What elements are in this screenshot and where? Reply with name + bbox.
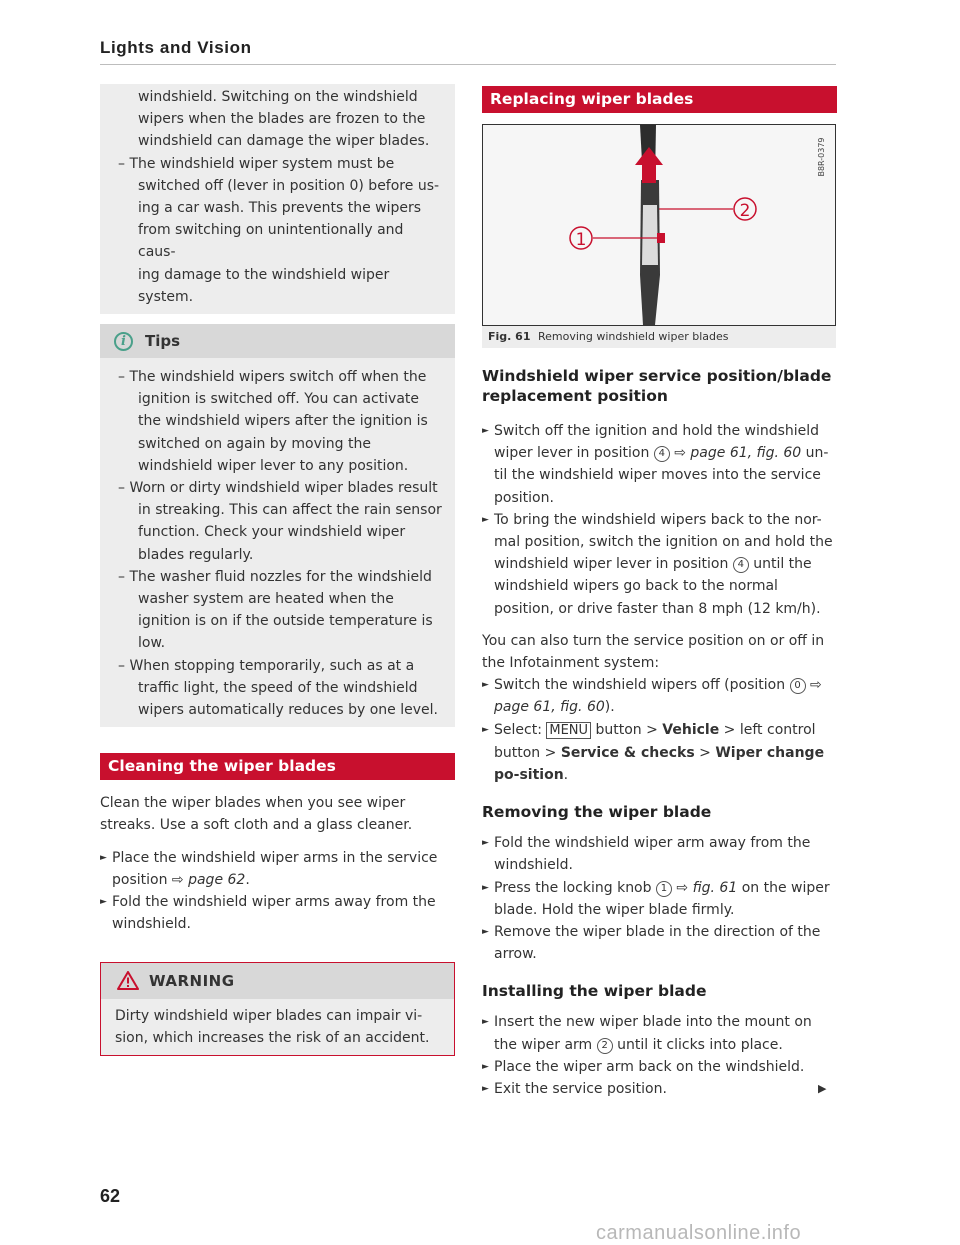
warning-line: – The windshield wiper system must be (118, 155, 395, 172)
figure-code: B8R-0379 (817, 137, 826, 177)
cleaning-step: ► Fold the windshield wiper arms away from the windshield. (100, 891, 455, 935)
service-step: ► Switch the windshield wipers off (position 0 ⇨ page 61, fig. 60). (482, 674, 838, 718)
figure-link[interactable]: ⇨ fig. 61 (676, 879, 738, 896)
service-step: ► To bring the windshield wipers back to the nor-mal position, switch the ignition on and hold the windshield wiper lever in position 4 until the windshield wipers go back to the normal position, or drive faster than 8 mph (12 km/h). (482, 509, 838, 620)
cleaning-heading: Cleaning the wiper blades (100, 753, 455, 780)
warning-triangle-icon (117, 971, 139, 990)
infotainment-intro: You can also turn the service position on or off in the Infotainment system: (482, 632, 825, 672)
installing-step: ► Insert the new wiper blade into the mount on the wiper arm 2 until it clicks into place. (482, 1011, 838, 1055)
menu-key: MENU (546, 722, 591, 739)
page-link[interactable]: ⇨ page 61, fig. 60 (494, 677, 822, 716)
warning-line: ing damage to the windshield wiper system. (138, 266, 390, 305)
wiper-figure (482, 124, 836, 326)
left-column (100, 84, 455, 1056)
removing-steps (482, 832, 838, 965)
tips-header (100, 324, 455, 358)
service-step: ► Switch off the ignition and hold the windshield wiper lever in position 4 ⇨ page 61, fig. 60 un-til the windshield wiper moves into the service position. (482, 420, 838, 509)
figure-caption-text: Removing windshield wiper blades (537, 330, 729, 343)
tips-label: Tips (145, 332, 181, 351)
warning-line: wipers when the blades are frozen to the (138, 111, 426, 128)
warning-continued-box (100, 84, 455, 314)
page-header (100, 38, 836, 65)
installing-step: ► Exit the service position. ▶ (482, 1078, 838, 1100)
warning-label: WARNING (149, 971, 235, 990)
service-heading: Windshield wiper service position/blade replacement position (482, 367, 832, 405)
installing-heading: Installing the wiper blade (482, 982, 707, 1001)
tip-item: – The windshield wipers switch off when the ignition is switched off. You can activate the windshield wipers after the ignition is switched on again by moving the windshield wiper lever to any position. (118, 369, 428, 474)
figure-caption (482, 326, 836, 348)
warning-header (101, 963, 454, 999)
page-number: 62 (100, 1186, 121, 1206)
callout-1: 1 (575, 230, 587, 250)
cleaning-steps (100, 847, 455, 936)
page-link[interactable]: ⇨ page 61, fig. 60 (674, 445, 802, 462)
installing-step: ► Place the wiper arm back on the windshield. (482, 1056, 838, 1078)
warning-line: windshield. Switching on the windshield (138, 89, 418, 105)
right-column-text (482, 366, 838, 1100)
page-link[interactable]: page 62 (188, 871, 246, 888)
info-icon: i (114, 332, 133, 351)
warning-line: ing a car wash. This prevents the wipers (138, 200, 422, 217)
warning-line: switched off (lever in position 0) before us- (138, 177, 440, 194)
watermark: carmanualsonline.info (596, 1222, 802, 1244)
tip-item: – When stopping temporarily, such as at a traffic light, the speed of the windshield wipers automatically reduces by one level. (118, 657, 438, 719)
position-0-icon: 0 (790, 678, 806, 694)
installing-steps (482, 1011, 838, 1100)
wiper-illustration (483, 125, 835, 325)
warning-box (100, 962, 455, 1056)
removing-step: ► Press the locking knob 1 ⇨ fig. 61 on the wiper blade. Hold the wiper blade firmly. (482, 877, 838, 921)
tips-body (100, 358, 455, 727)
tip-item: – Worn or dirty windshield wiper blades result in streaking. This can affect the rain sensor function. Check your windshield wiper blades regularly. (118, 480, 442, 563)
position-4-icon: 4 (654, 446, 670, 462)
cleaning-intro: Clean the wiper blades when you see wiper streaks. Use a soft cloth and a glass cleaner. (100, 795, 413, 834)
cleaning-step: ► Place the windshield wiper arms in the service position ⇨ page 62. (100, 847, 455, 891)
position-4-icon: 4 (733, 557, 749, 573)
warning-body (101, 999, 454, 1055)
service-step: ► Select: MENU button > Vehicle > left control button > Service & checks > Wiper change po-sition. (482, 719, 838, 787)
callout-2: 2 (739, 201, 751, 221)
right-column (482, 86, 837, 113)
removing-step: ► Remove the wiper blade in the direction of the arrow. (482, 921, 838, 965)
knob-1-icon: 1 (656, 881, 672, 897)
service-steps (482, 420, 838, 620)
warning-text: Dirty windshield wiper blades can impair vi-sion, which increases the risk of an accident. (115, 1007, 430, 1046)
removing-step: ► Fold the windshield wiper arm away from the windshield. (482, 832, 838, 876)
warning-line: windshield can damage the wiper blades. (138, 133, 430, 150)
removing-heading: Removing the wiper blade (482, 803, 712, 822)
section-title: Lights and Vision (100, 38, 252, 57)
tip-item: – The washer fluid nozzles for the windshield washer system are heated when the ignition is on if the outside temperature is low. (118, 568, 433, 652)
arm-2-icon: 2 (597, 1038, 613, 1054)
figure-label: Fig. 61 (488, 330, 531, 343)
warning-line: from switching on unintentionally and caus- (138, 222, 404, 261)
replacing-heading: Replacing wiper blades (482, 86, 837, 113)
